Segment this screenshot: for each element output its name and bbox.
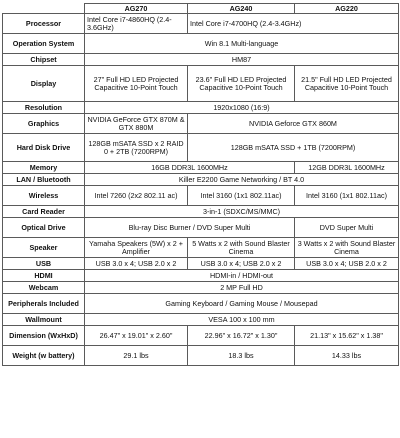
cell-all: Gaming Keyboard / Gaming Mouse / Mousepad bbox=[85, 294, 399, 314]
cell-all: 1920x1080 (16:9) bbox=[85, 102, 399, 114]
spec-table bbox=[2, 3, 399, 366]
cell-all: Win 8.1 Multi-language bbox=[85, 34, 399, 54]
header-ag270: AG270 bbox=[85, 4, 188, 14]
cell-all: HDMI-in / HDMI-out bbox=[85, 270, 399, 282]
row-hdmi bbox=[3, 270, 399, 282]
row-label: Graphics bbox=[3, 114, 85, 134]
header-row bbox=[3, 4, 399, 14]
cell-ag270: Intel 7260 (2x2 802.11 ac) bbox=[85, 186, 188, 206]
cell-ag240: 5 Watts x 2 with Sound Blaster Cinema bbox=[188, 238, 295, 258]
row-os bbox=[3, 34, 399, 54]
cell-ag270-ag240: 16GB DDR3L 1600MHz bbox=[85, 162, 295, 174]
cell-ag240: 18.3 lbs bbox=[188, 346, 295, 366]
row-resolution bbox=[3, 102, 399, 114]
cell-all: 2 MP Full HD bbox=[85, 282, 399, 294]
cell-ag220: 12GB DDR3L 1600MHz bbox=[295, 162, 399, 174]
row-label: Webcam bbox=[3, 282, 85, 294]
cell-ag220: Intel 3160 (1x1 802.11ac) bbox=[295, 186, 399, 206]
row-label: USB bbox=[3, 258, 85, 270]
row-label: Display bbox=[3, 66, 85, 102]
row-display bbox=[3, 66, 399, 102]
row-peripherals bbox=[3, 294, 399, 314]
row-label: Resolution bbox=[3, 102, 85, 114]
cell-ag220: 21.13" x 15.62" x 1.38" bbox=[295, 326, 399, 346]
cell-ag270: USB 3.0 x 4; USB 2.0 x 2 bbox=[85, 258, 188, 270]
cell-ag220: DVD Super Multi bbox=[295, 218, 399, 238]
row-dimension bbox=[3, 326, 399, 346]
cell-ag240: Intel 3160 (1x1 802.11ac) bbox=[188, 186, 295, 206]
cell-ag270-ag240: Blu-ray Disc Burner / DVD Super Multi bbox=[85, 218, 295, 238]
row-label: Dimension (WxHxD) bbox=[3, 326, 85, 346]
row-speaker bbox=[3, 238, 399, 258]
row-label: Card Reader bbox=[3, 206, 85, 218]
row-label: Peripherals Included bbox=[3, 294, 85, 314]
cell-ag240: USB 3.0 x 4; USB 2.0 x 2 bbox=[188, 258, 295, 270]
cell-ag240: 23.6" Full HD LED Projected Capacitive 10-Point Touch bbox=[188, 66, 295, 102]
header-ag220: AG220 bbox=[295, 4, 399, 14]
cell-ag270: 27" Full HD LED Projected Capacitive 10-Point Touch bbox=[85, 66, 188, 102]
row-label: LAN / Bluetooth bbox=[3, 174, 85, 186]
row-processor bbox=[3, 14, 399, 34]
cell-ag270: 128GB mSATA SSD x 2 RAID 0 + 2TB (7200RPM) bbox=[85, 134, 188, 162]
row-label: Speaker bbox=[3, 238, 85, 258]
row-chipset bbox=[3, 54, 399, 66]
row-label: HDMI bbox=[3, 270, 85, 282]
cell-all: HM87 bbox=[85, 54, 399, 66]
cell-ag270: 26.47" x 19.01" x 2.60" bbox=[85, 326, 188, 346]
cell-ag240-ag220: 128GB mSATA SSD + 1TB (7200RPM) bbox=[188, 134, 399, 162]
cell-ag220: USB 3.0 x 4; USB 2.0 x 2 bbox=[295, 258, 399, 270]
row-label: Hard Disk Drive bbox=[3, 134, 85, 162]
row-wallmount bbox=[3, 314, 399, 326]
row-label: Memory bbox=[3, 162, 85, 174]
row-graphics bbox=[3, 114, 399, 134]
row-label: Wireless bbox=[3, 186, 85, 206]
header-ag240: AG240 bbox=[188, 4, 295, 14]
cell-ag270: 29.1 lbs bbox=[85, 346, 188, 366]
cell-ag240: 22.96" x 16.72" x 1.30" bbox=[188, 326, 295, 346]
cell-ag220: 21.5" Full HD LED Projected Capacitive 10-Point Touch bbox=[295, 66, 399, 102]
row-optical bbox=[3, 218, 399, 238]
cell-ag270: Intel Core i7-4860HQ (2.4-3.6GHz) bbox=[85, 14, 188, 34]
cell-ag270: Yamaha Speakers (5W) x 2 + Amplifier bbox=[85, 238, 188, 258]
row-label: Wallmount bbox=[3, 314, 85, 326]
row-weight bbox=[3, 346, 399, 366]
row-usb bbox=[3, 258, 399, 270]
row-memory bbox=[3, 162, 399, 174]
cell-all: 3-in-1 (SDXC/MS/MMC) bbox=[85, 206, 399, 218]
cell-ag270: NVIDIA GeForce GTX 870M & GTX 880M bbox=[85, 114, 188, 134]
row-cardreader bbox=[3, 206, 399, 218]
cell-ag220: 14.33 lbs bbox=[295, 346, 399, 366]
cell-ag240-ag220: Intel Core i7-4700HQ (2.4-3.4GHz) bbox=[188, 14, 399, 34]
cell-ag240-ag220: NVIDIA Geforce GTX 860M bbox=[188, 114, 399, 134]
row-hdd bbox=[3, 134, 399, 162]
row-label: Optical Drive bbox=[3, 218, 85, 238]
cell-ag220: 3 Watts x 2 with Sound Blaster Cinema bbox=[295, 238, 399, 258]
header-blank-cell bbox=[3, 4, 85, 14]
row-label: Weight (w battery) bbox=[3, 346, 85, 366]
row-lan bbox=[3, 174, 399, 186]
row-webcam bbox=[3, 282, 399, 294]
cell-all: VESA 100 x 100 mm bbox=[85, 314, 399, 326]
row-wireless bbox=[3, 186, 399, 206]
row-label: Processor bbox=[3, 14, 85, 34]
row-label: Chipset bbox=[3, 54, 85, 66]
row-label: Operation System bbox=[3, 34, 85, 54]
cell-all: Killer E2200 Game Networking / BT 4.0 bbox=[85, 174, 399, 186]
